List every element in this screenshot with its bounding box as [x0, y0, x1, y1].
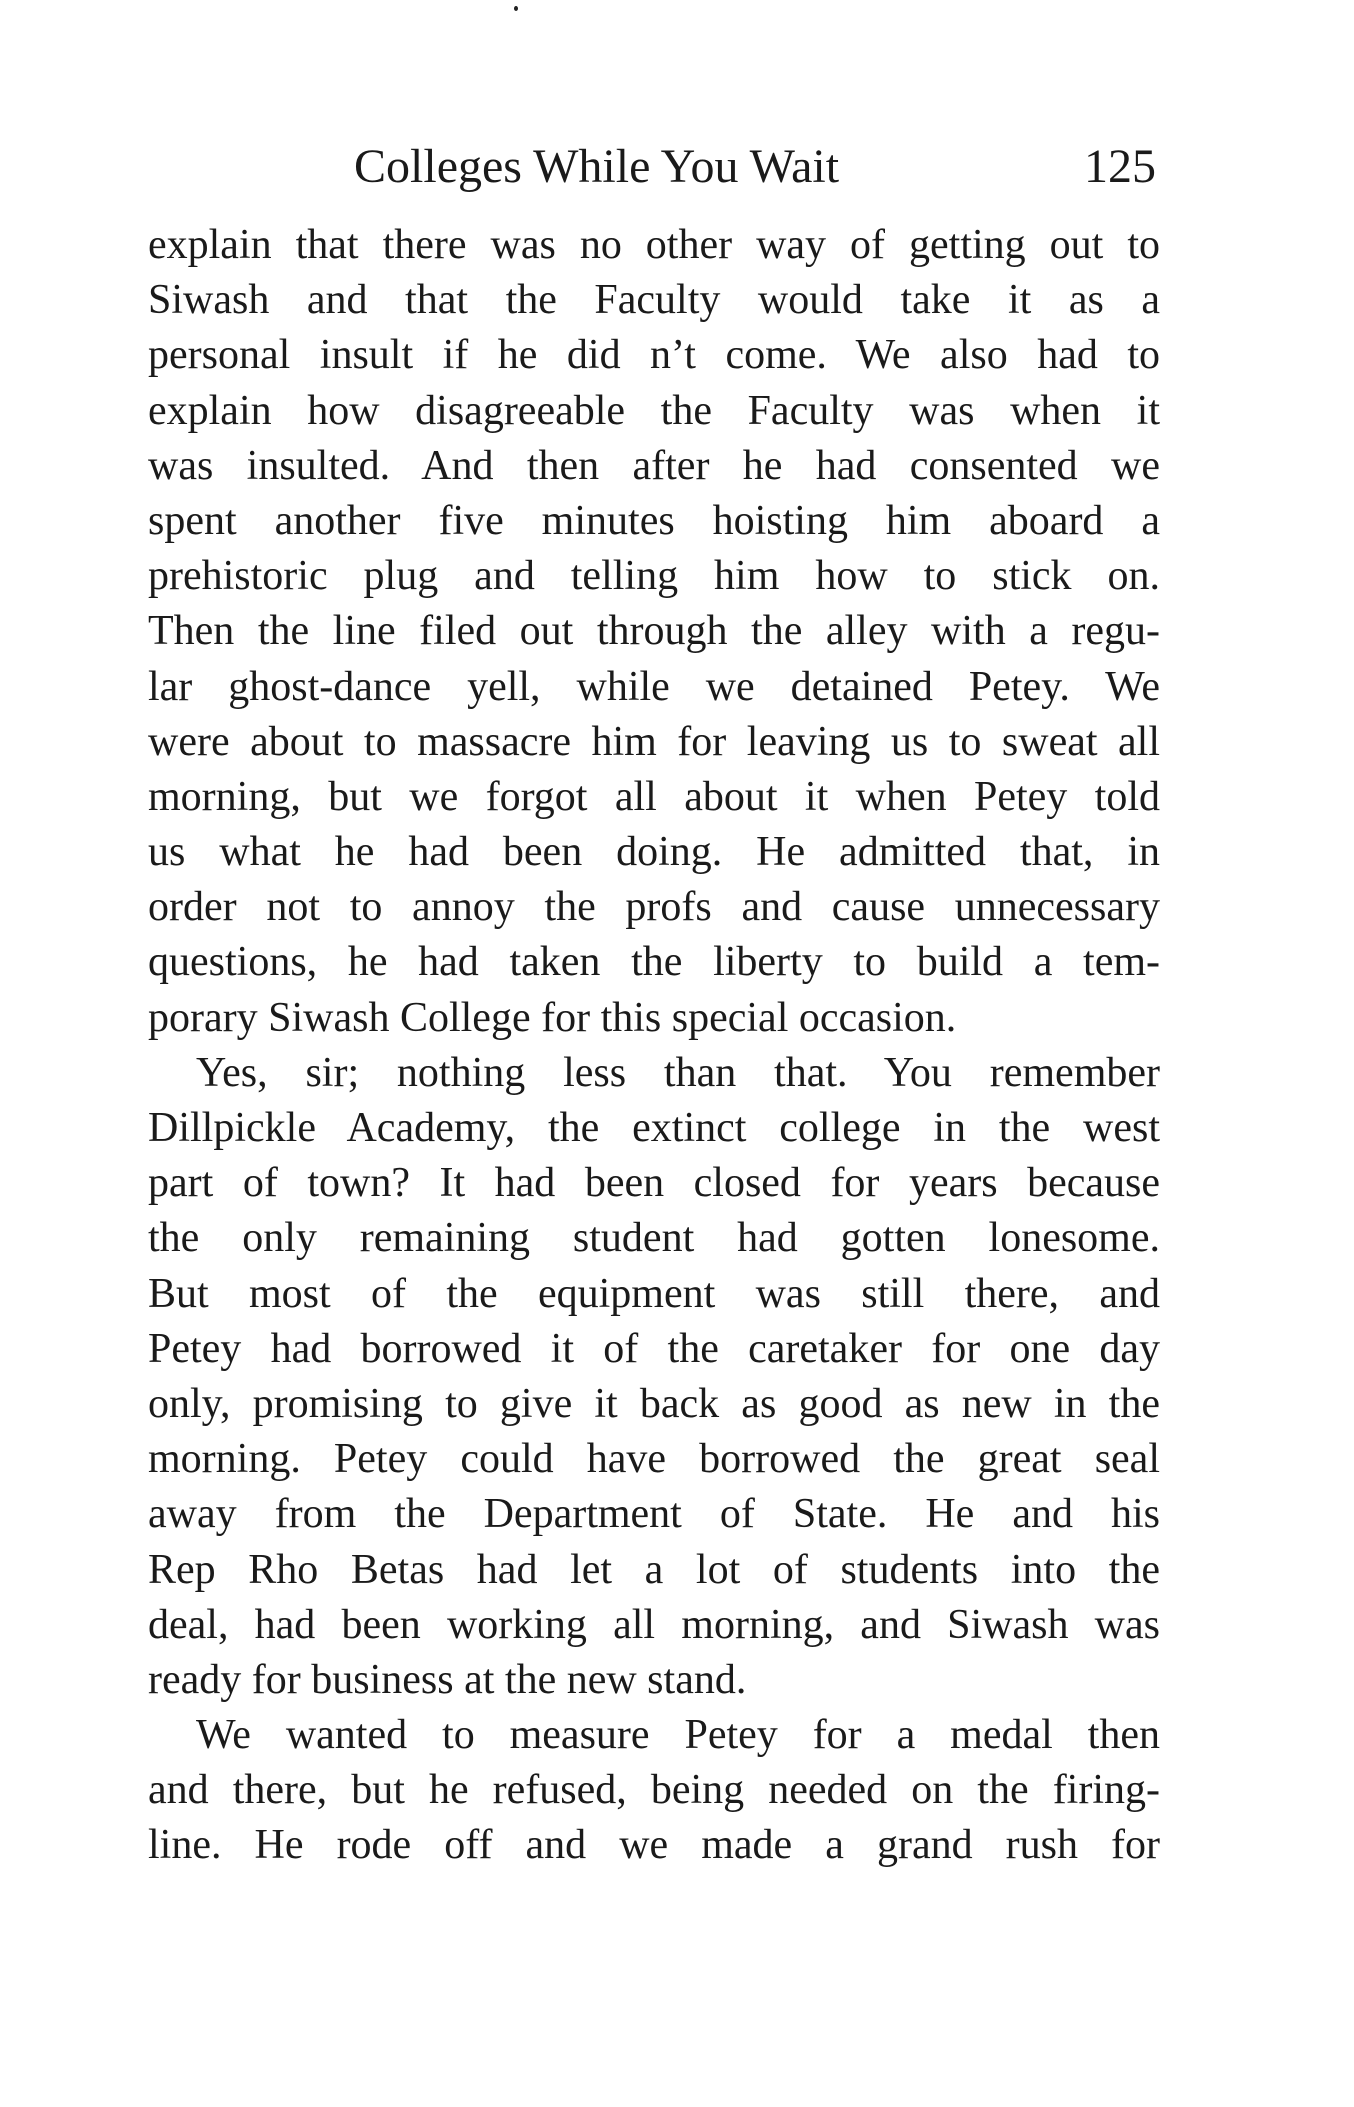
text-line: were about to massacre him for leaving us to sweat all [148, 718, 1160, 765]
text-line: only, promising to give it back as good as new in the [148, 1380, 1160, 1427]
text-line: away from the Department of State. He and his [148, 1491, 1160, 1538]
text-line: deal, had been working all morning, and Siwash was [148, 1601, 1160, 1648]
text-line: questions, he had taken the liberty to build a tem- [148, 939, 1160, 986]
text-line: order not to annoy the profs and cause unnecessary [148, 884, 1160, 931]
text-line: But most of the equipment was still there, and [148, 1270, 1160, 1317]
text-line: Then the line filed out through the alley with a regu- [148, 608, 1160, 655]
text-line: explain that there was no other way of getting out to [148, 222, 1160, 268]
text-line: prehistoric plug and telling him how to stick on. [148, 553, 1160, 600]
text-line: Siwash and that the Faculty would take it as a [148, 277, 1160, 324]
text-line: We wanted to measure Petey for a medal then [196, 1712, 1160, 1759]
running-title: Colleges While You Wait [354, 140, 840, 193]
running-head [148, 137, 1156, 197]
text-line: Yes, sir; nothing less than that. You remember [196, 1049, 1160, 1096]
text-line: line. He rode off and we made a grand rush for [148, 1822, 1160, 1869]
text-line: and there, but he refused, being needed on the firing- [148, 1767, 1160, 1814]
text-line: Petey had borrowed it of the caretaker for one day [148, 1325, 1160, 1372]
text-line: Rep Rho Betas had let a lot of students into the [148, 1546, 1160, 1593]
text-line: part of town? It had been closed for years because [148, 1160, 1160, 1207]
text-line: was insulted. And then after he had consented we [148, 442, 1160, 489]
text-line: spent another five minutes hoisting him aboard a [148, 497, 1160, 544]
text-line: Dillpickle Academy, the extinct college in the west [148, 1105, 1160, 1151]
text-line: explain how disagreeable the Faculty was when it [148, 387, 1160, 434]
text-line: us what he had been doing. He admitted that, in [148, 829, 1160, 876]
text-line: ready for business at the new stand. [148, 1656, 747, 1703]
text-line: personal insult if he did n’t come. We also had to [148, 332, 1160, 379]
text-line: porary Siwash College for this special occasion. [148, 994, 957, 1041]
ink-speck [514, 6, 518, 11]
text-line: morning. Petey could have borrowed the great seal [148, 1436, 1160, 1483]
body-text [148, 218, 1160, 1874]
text-line: the only remaining student had gotten lonesome. [148, 1215, 1160, 1262]
text-line: lar ghost-dance yell, while we detained Petey. We [148, 663, 1160, 710]
text-line: morning, but we forgot all about it when Petey told [148, 773, 1160, 820]
page-number: 125 [1084, 140, 1156, 193]
